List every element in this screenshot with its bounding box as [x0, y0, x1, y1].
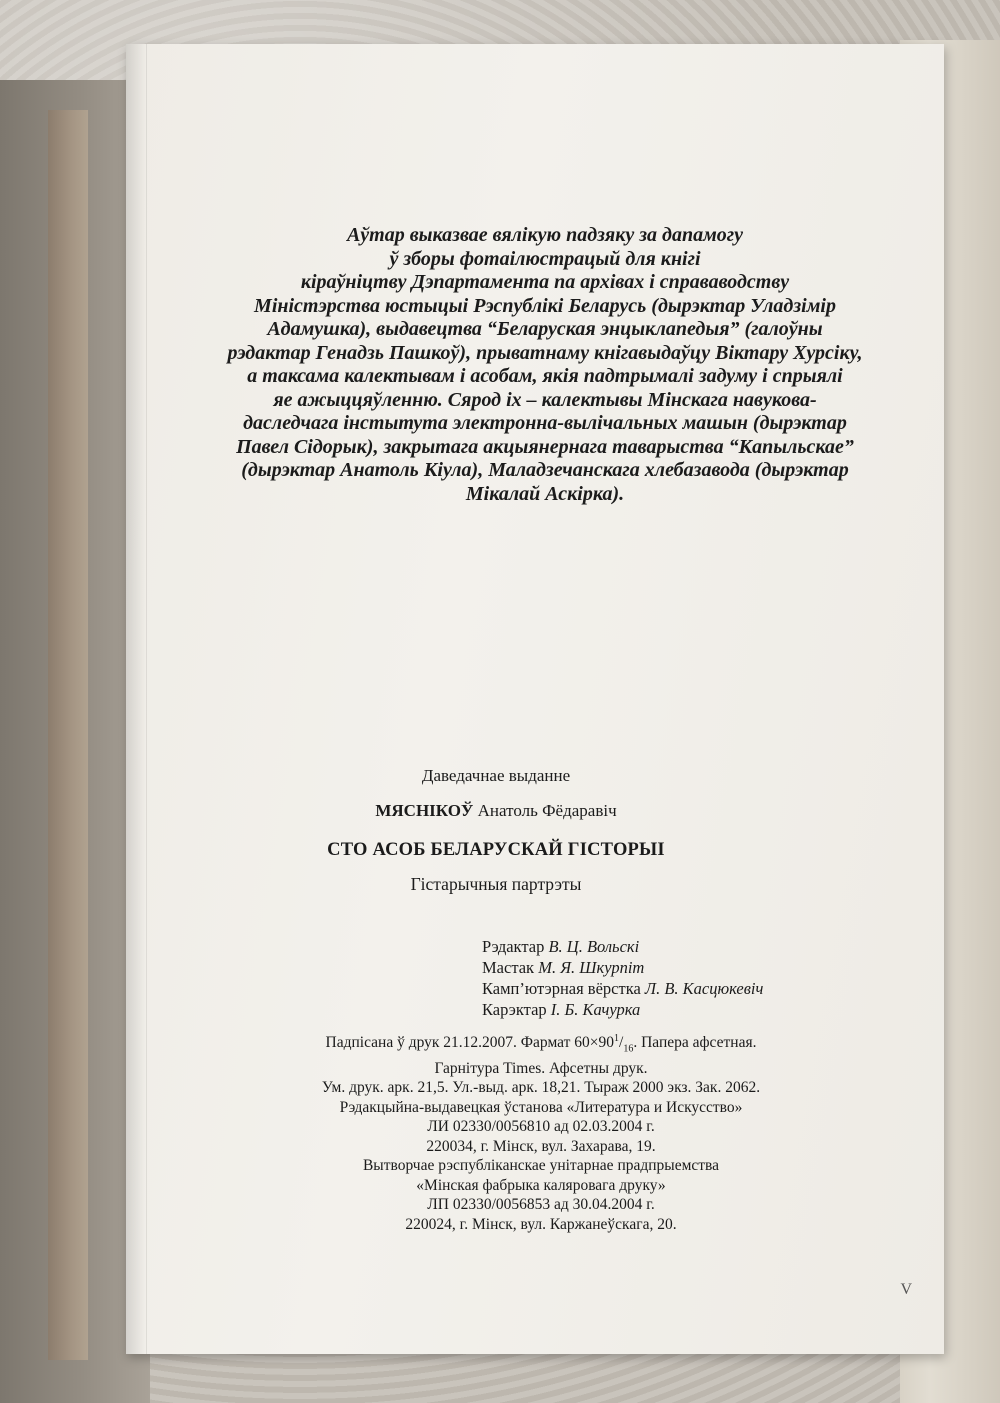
tech-line: ЛП 02330/0056853 ад 30.04.2004 г.: [427, 1196, 655, 1214]
tech-line: 220024, г. Мінск, вул. Каржанеўскага, 20.: [405, 1215, 677, 1233]
credit-name: В. Ц. Вольскі: [548, 937, 640, 956]
format-line: Падпісана ў друк 21.12.2007. Фармат $60\times 90^1/_{16}$. Папера афсетная.: [325, 1033, 757, 1055]
ack-line: Мікалай Аскірка).: [465, 482, 625, 505]
author-surname: МЯСНІКОЎ: [375, 801, 474, 820]
ack-line: даследчага інстытута электронна-вылічальных машын (дырэктар: [243, 412, 847, 434]
credit-role: Карэктар: [482, 1000, 547, 1019]
format-suffix: . Папера афсетная.: [633, 1034, 757, 1052]
credit-role: Мастак: [482, 958, 535, 977]
ack-line: рэдактар Генадзь Пашкоў), прыватнаму кнігавыдаўцу Віктару Хурсіку,: [227, 341, 863, 364]
credit-role: Камп’ютэрная вёрстка: [482, 979, 641, 998]
tech-line: 220034, г. Мінск, вул. Захарава, 19.: [426, 1137, 656, 1155]
tech-line: Гарнітура Times. Афсетны друк.: [434, 1059, 648, 1077]
credit-role: Рэдактар: [482, 937, 545, 956]
format-denominator: 16: [623, 1043, 634, 1055]
corner-pencil-mark: V: [900, 1281, 912, 1298]
ack-line: Павел Сідорык), закрытага акцыянернага таварыства “Капыльскае”: [236, 435, 854, 458]
format-prefix: Падпісана ў друк 21.12.2007. Фармат 60×90: [325, 1034, 615, 1052]
acknowledgement-block: [166, 224, 924, 506]
credit-name: І. Б. Качурка: [550, 1000, 641, 1019]
technical-details: [146, 1029, 936, 1234]
credit-name: Л. В. Касцюкевіч: [644, 979, 764, 998]
page-fold-shadow: [126, 44, 146, 1354]
book-title: СТО АСОБ БЕЛАРУСКАЙ ГІСТОРЫІ: [327, 840, 665, 860]
page-content: [146, 44, 944, 1354]
credit-row: [482, 957, 763, 978]
format-numerator: 1: [614, 1033, 620, 1044]
author-line: [146, 801, 846, 821]
tech-line: ЛИ 02330/0056810 ад 02.03.2004 г.: [427, 1118, 655, 1136]
ack-line: яе ажыццяўленню. Сярод іх – калектывы Мінскага навукова-: [273, 388, 817, 411]
credit-row: [482, 936, 763, 957]
book-spine-strip: [48, 110, 88, 1360]
tech-line: Рэдакцыйна-выдавецкая ўстанова «Литература и Искусство»: [339, 1098, 743, 1116]
tech-line: Ум. друк. арк. 21,5. Ул.-выд. арк. 18,21. Тыраж 2000 экз. Зак. 2062.: [321, 1079, 761, 1097]
credits-list: [482, 936, 763, 1020]
author-given-names: Анатоль Фёдаравіч: [477, 801, 617, 820]
publication-kind: Даведачнае выданне: [421, 766, 571, 785]
credit-row: [482, 999, 763, 1020]
ack-line: кіраўніцтву Дэпартамента па архівах і справаводству: [300, 271, 790, 293]
credit-row: [482, 978, 763, 999]
ack-line: ў зборы фотаілюстрацый для кнігі: [389, 247, 701, 270]
book-subtitle: Гістарычныя партрэты: [410, 874, 582, 894]
tech-line: «Мінская фабрыка каляровага друку»: [416, 1176, 666, 1194]
ack-line: а таксама калектывам і асобам, якія падтрымалі задуму і спрыялі: [247, 365, 843, 387]
ack-line: (дырэктар Анатоль Кіула), Маладзечанскага хлебазавода (дырэктар: [241, 459, 849, 481]
ack-line: Міністэрства юстыцыі Рэспублікі Беларусь (дырэктар Уладзімір: [254, 294, 836, 317]
ack-line: Адамушка), выдавецтва “Беларуская энцыклапедыя” (галоўны: [267, 318, 823, 340]
tech-line: Вытворчае рэспубліканскае унітарнае прадпрыемства: [362, 1157, 720, 1175]
ack-line: Аўтар выказвае вялікую падзяку за дапамогу: [346, 224, 744, 246]
credit-name: М. Я. Шкурпіт: [538, 958, 645, 977]
